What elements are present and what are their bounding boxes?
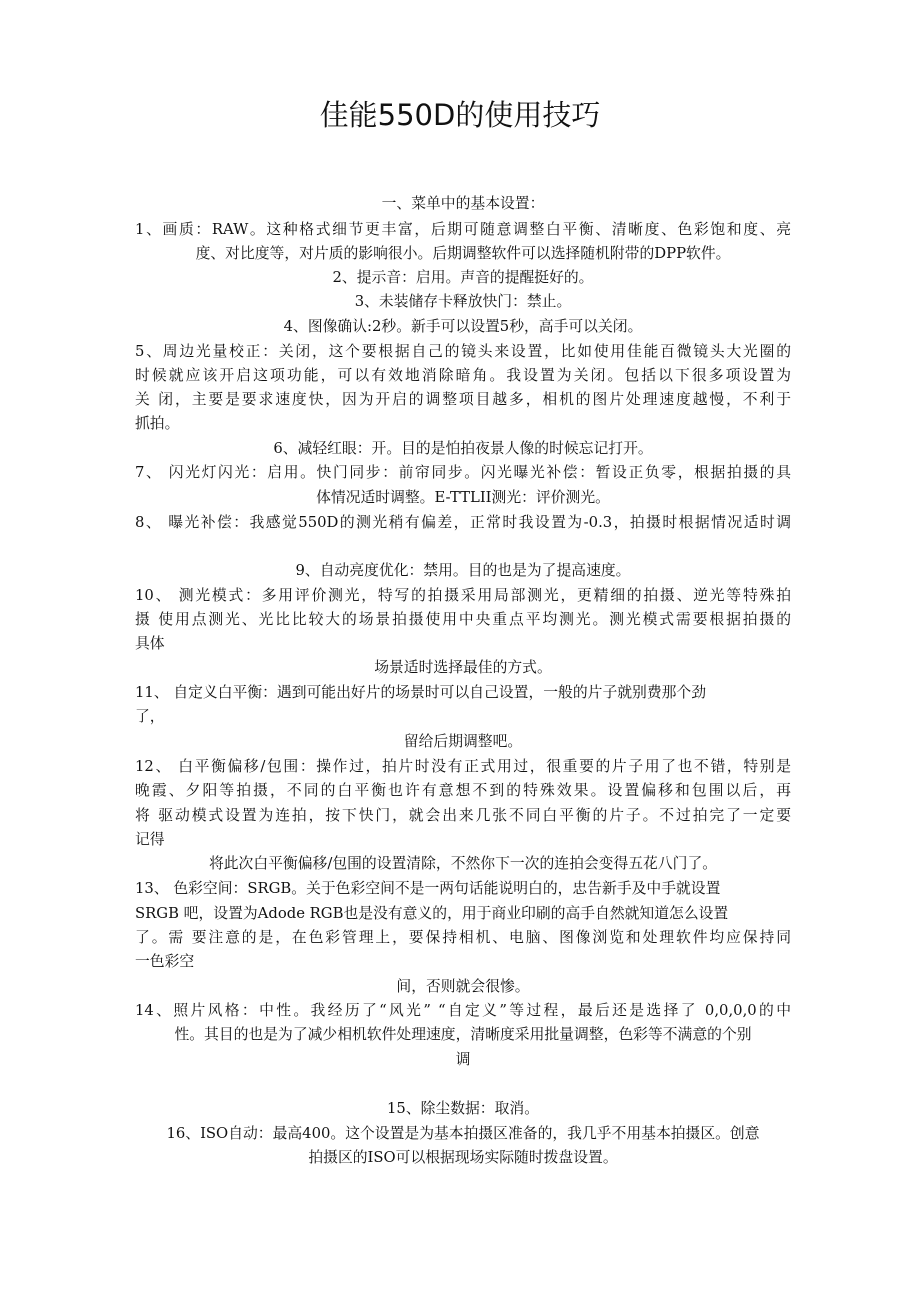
page-title: 佳能550D的使用技巧	[319, 98, 601, 132]
text-line: 抓拍。	[135, 415, 180, 432]
text-line: 15、除尘数据：取消。	[386, 1100, 539, 1117]
text-line: 调	[455, 1051, 471, 1068]
text-line: 13、 色彩空间：SRGB。关于色彩空间不是一两句话能说明白的，忠告新手及中手就设置	[135, 880, 721, 897]
text-line: 1、画质：RAW。这种格式细节更丰富，后期可随意调整白平衡、清晰度、色彩饱和度、亮	[135, 221, 791, 238]
text-line: 晚霞、夕阳等拍摄，不同的白平衡也许有意想不到的特殊效果。设置偏移和包围以后，再	[135, 782, 791, 799]
text-line: 将此次白平衡偏移/包围的设置清除，不然你下一次的连拍会变得五花八门了。	[208, 855, 718, 872]
text-line: 5、周边光量校正：关闭，这个要根据自己的镜头来设置，比如使用佳能百微镜头大光圈的	[135, 343, 791, 360]
text-line: 11、 自定义白平衡：遇到可能出好片的场景时可以自己设置，一般的片子就别费那个劲	[135, 684, 707, 701]
text-line: 留给后期调整吧。	[403, 733, 523, 750]
text-line: 具体	[135, 635, 165, 652]
text-line: SRGB 吧，设置为Adode RGB也是没有意义的，用于商业印刷的高手自然就知道怎么设置	[135, 905, 729, 922]
text-line: 10、 测光模式：多用评价测光，特写的拍摄采用局部测光，更精细的拍摄、逆光等特殊拍	[135, 587, 791, 604]
text-line: 度、对比度等，对片质的影响很小。后期调整软件可以选择随机附带的DPP软件。	[195, 245, 731, 262]
text-line: 一色彩空	[135, 953, 195, 970]
text-line: 关 闭，主要是要求速度快，因为开启的调整项目越多，相机的图片处理速度越慢，不利于	[135, 391, 791, 408]
text-line: 记得	[135, 831, 165, 848]
text-line: 12、 白平衡偏移/包围：操作过，拍片时没有正式用过，很重要的片子用了也不错，特别是	[135, 758, 791, 775]
text-line: 场景适时选择最佳的方式。	[374, 659, 552, 676]
text-line: 体情况适时调整。E-TTLII测光：评价测光。	[316, 489, 610, 506]
text-line: 6、减轻红眼：开。目的是怕拍夜景人像的时候忘记打开。	[273, 440, 653, 457]
text-line: 14、照片风格：中性。我经历了“风光” “自定义”等过程，最后还是选择了 0,0,0,0的中	[135, 1002, 791, 1019]
text-line: 了，	[135, 708, 165, 725]
text-line: 7、 闪光灯闪光：启用。快门同步：前帘同步。闪光曝光补偿：暂设正负零，根据拍摄的具	[135, 464, 791, 481]
text-line: 间，否则就会很惨。	[396, 978, 530, 995]
text-line: 性。其目的也是为了减少相机软件处理速度，清晰度采用批量调整，色彩等不满意的个别	[174, 1026, 752, 1043]
text-line: 时候就应该开启这项功能，可以有效地消除暗角。我设置为关闭。包括以下很多项设置为	[135, 367, 791, 384]
text-line: 3、未装储存卡释放快门：禁止。	[354, 293, 572, 310]
text-line: 了。需 要注意的是，在色彩管理上，要保持相机、电脑、图像浏览和处理软件均应保持同	[135, 929, 791, 946]
text-line: 一、菜单中的基本设置：	[381, 195, 545, 212]
text-line: 2、提示音：启用。声音的提醒挺好的。	[332, 269, 594, 286]
text-line: 将 驱动模式设置为连拍，按下快门，就会出来几张不同白平衡的片子。不过拍完了一定要	[135, 807, 791, 824]
text-line: 8、 曝光补偿：我感觉550D的测光稍有偏差，正常时我设置为-0.3，拍摄时根据情况适时调	[135, 514, 791, 531]
text-line: 16、ISO自动：最高400。这个设置是为基本拍摄区准备的，我几乎不用基本拍摄区。创意	[166, 1125, 760, 1142]
text-line: 9、自动亮度优化：禁用。目的也是为了提高速度。	[295, 562, 631, 579]
text-line: 摄 使用点测光、光比比较大的场景拍摄使用中央重点平均测光。测光模式需要根据拍摄的	[135, 611, 791, 628]
text-line: 4、图像确认:2秒。新手可以设置5秒，高手可以关闭。	[283, 318, 643, 335]
text-line: 拍摄区的ISO可以根据现场实际随时拨盘设置。	[308, 1149, 618, 1166]
